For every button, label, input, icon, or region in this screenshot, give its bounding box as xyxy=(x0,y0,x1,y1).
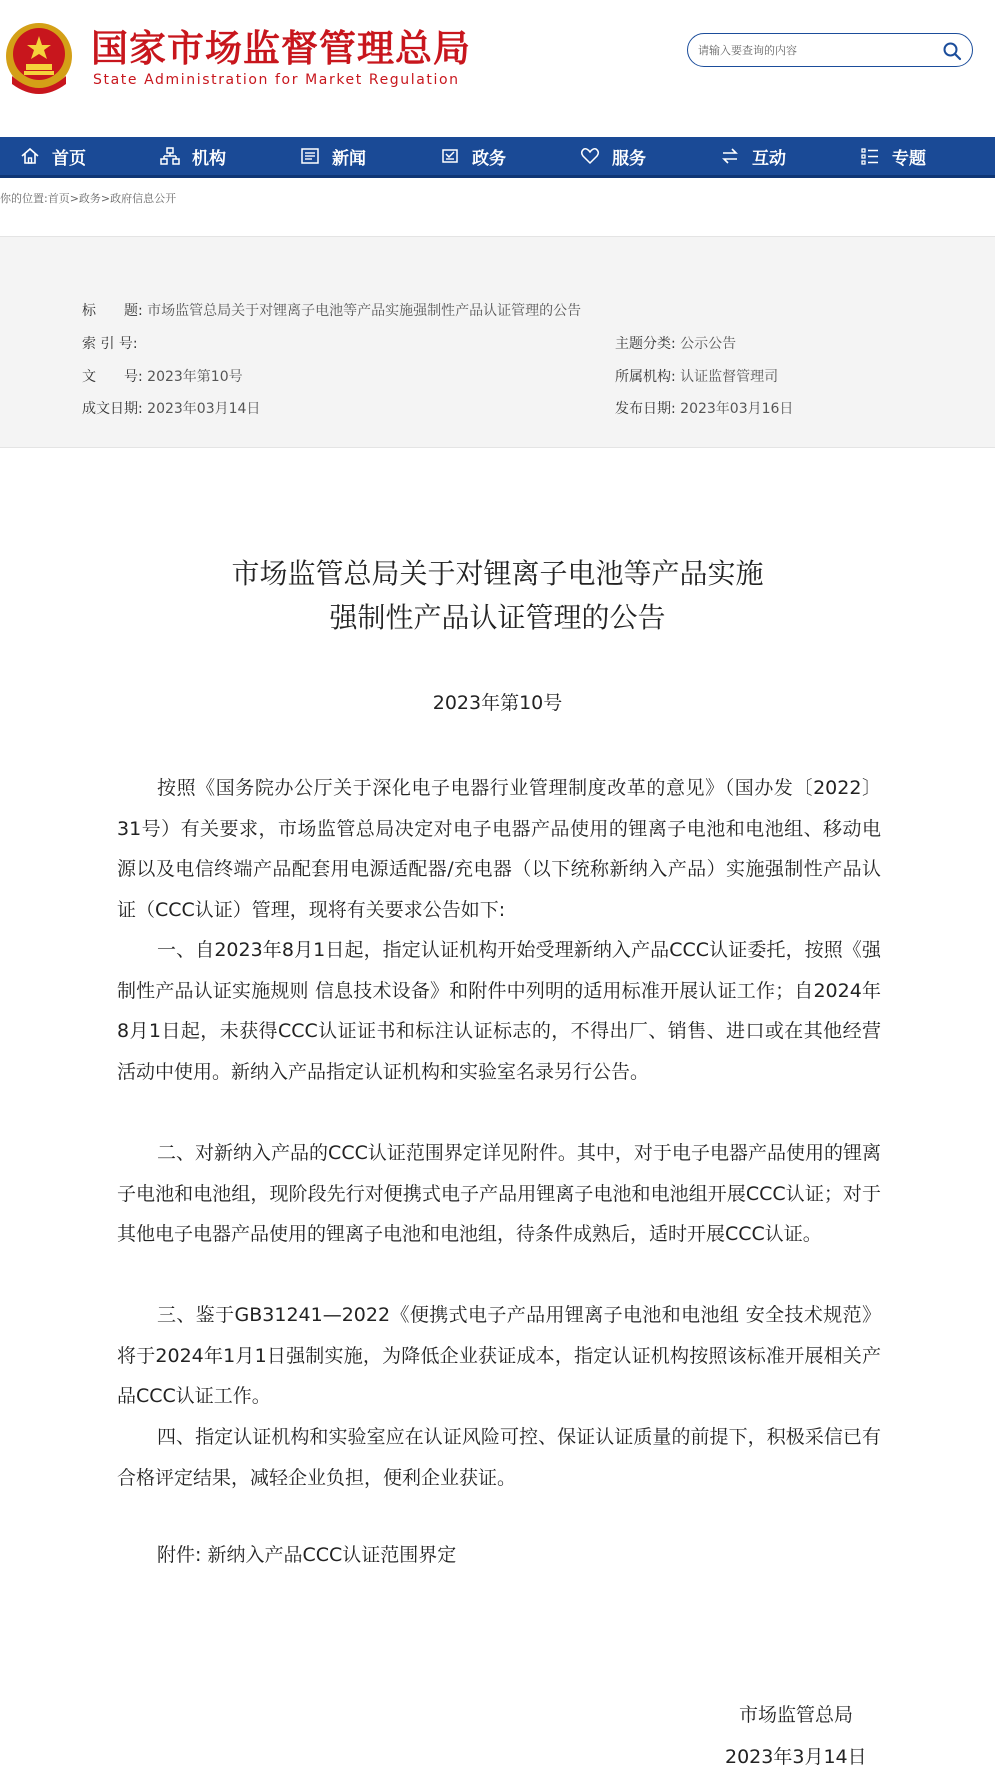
meta-index-row xyxy=(82,333,138,353)
site-title-cn: 国家市场监督管理总局 xyxy=(91,27,471,70)
nav-item-home[interactable] xyxy=(20,137,86,175)
meta-category-row xyxy=(615,333,736,353)
search-input[interactable] xyxy=(698,40,928,60)
meta-title-value: 市场监管总局关于对锂离子电池等产品实施强制性产品认证管理的公告 xyxy=(147,303,582,319)
government-icon xyxy=(440,146,460,166)
meta-written-row xyxy=(82,398,260,418)
body-paragraph-2: 二、对新纳入产品的CCC认证范围界定详见附件。其中，对于电子电器产品使用的锂离子电池和电池组，现阶段先行对便携式电子产品用锂离子电池和电池组开展CCC认证；对于其他电子电器产品使用的锂离子电池和电池组，待条件成熟后，适时开展CCC认证。 xyxy=(117,1142,881,1245)
search-icon[interactable] xyxy=(942,41,962,61)
site-title-en: State Administration for Market Regulation xyxy=(93,72,460,88)
nav-label: 专题 xyxy=(892,148,926,169)
meta-docno-value: 2023年第10号 xyxy=(147,369,243,385)
signature-date: 2023年3月14日 xyxy=(725,1746,867,1768)
meta-title-key: 标 题: xyxy=(82,303,143,319)
meta-title-row xyxy=(82,300,581,320)
meta-category-key: 主题分类: xyxy=(615,336,676,352)
meta-published-key: 发布日期: xyxy=(615,401,676,417)
meta-written-value: 2023年03月14日 xyxy=(147,401,261,417)
attachment-link[interactable]: 附件: 新纳入产品CCC认证范围界定 xyxy=(157,1544,457,1566)
list-icon xyxy=(860,146,880,166)
nav-label: 互动 xyxy=(752,148,786,169)
heart-icon xyxy=(580,146,600,166)
body-paragraph-1: 一、自2023年8月1日起，指定认证机构开始受理新纳入产品CCC认证委托，按照《强制性产品认证实施规则 信息技术设备》和附件中列明的适用标准开展认证工作；自2024年8月1日起，未获得CCC认证证书和标注认证标志的，不得出厂、销售、进口或在其他经营活动中使用。新纳入产品指定认证机构和实验室名录另行公告。 xyxy=(117,939,881,1083)
nav-item-interact[interactable] xyxy=(720,137,786,175)
body-paragraph-intro: 按照《国务院办公厅关于深化电子电器行业管理制度改革的意见》（国办发〔2022〕31号）有关要求，市场监管总局决定对电子电器产品使用的锂离子电池和电池组、移动电源以及电信终端产品配套用电源适配器/充电器（以下统称新纳入产品）实施强制性产品认证（CCC认证）管理，现将有关要求公告如下: xyxy=(117,777,881,921)
home-icon xyxy=(20,146,40,166)
news-icon xyxy=(300,146,320,166)
org-chart-icon xyxy=(160,146,180,166)
meta-dept-key: 所属机构: xyxy=(615,369,676,385)
meta-written-key: 成文日期: xyxy=(82,401,143,417)
meta-docno-key: 文 号: xyxy=(82,369,143,385)
document-title-line1: 市场监管总局关于对锂离子电池等产品实施 xyxy=(231,557,764,590)
exchange-icon xyxy=(720,146,740,166)
meta-published-value: 2023年03月16日 xyxy=(680,401,794,417)
nav-label: 新闻 xyxy=(332,148,366,169)
search-box xyxy=(687,33,973,67)
nav-label: 首页 xyxy=(52,148,86,169)
document-title-line2: 强制性产品认证管理的公告 xyxy=(329,601,666,634)
national-emblem-icon xyxy=(4,18,74,96)
meta-dept-row xyxy=(615,366,778,386)
document-number: 2023年第10号 xyxy=(432,692,563,714)
site-header xyxy=(0,0,995,137)
breadcrumb[interactable]: 你的位置:首页>政务>政府信息公开 xyxy=(0,192,177,205)
nav-item-org[interactable] xyxy=(160,137,226,175)
nav-item-news[interactable] xyxy=(300,137,366,175)
nav-label: 政务 xyxy=(472,148,506,169)
meta-category-value: 公示公告 xyxy=(680,336,737,352)
meta-docno-row xyxy=(82,366,243,386)
nav-label: 机构 xyxy=(192,148,226,169)
body-paragraph-4: 四、指定认证机构和实验室应在认证风险可控、保证认证质量的前提下，积极采信已有合格评定结果，减轻企业负担，便利企业获证。 xyxy=(117,1426,881,1489)
main-nav xyxy=(0,137,995,178)
nav-item-service[interactable] xyxy=(580,137,646,175)
nav-item-government[interactable] xyxy=(440,137,506,175)
meta-published-row xyxy=(615,398,793,418)
meta-index-key: 索 引 号: xyxy=(82,336,138,352)
body-paragraph-3: 三、鉴于GB31241—2022《便携式电子产品用锂离子电池和电池组 安全技术规范》将于2024年1月1日强制实施，为降低企业获证成本，指定认证机构按照该标准开展相关产品CCC认证工作。 xyxy=(117,1304,881,1407)
nav-item-topics[interactable] xyxy=(860,137,926,175)
nav-label: 服务 xyxy=(612,148,646,169)
document-metadata-panel xyxy=(0,236,995,448)
signature-organization: 市场监管总局 xyxy=(739,1704,854,1726)
meta-dept-value: 认证监督管理司 xyxy=(680,369,779,385)
